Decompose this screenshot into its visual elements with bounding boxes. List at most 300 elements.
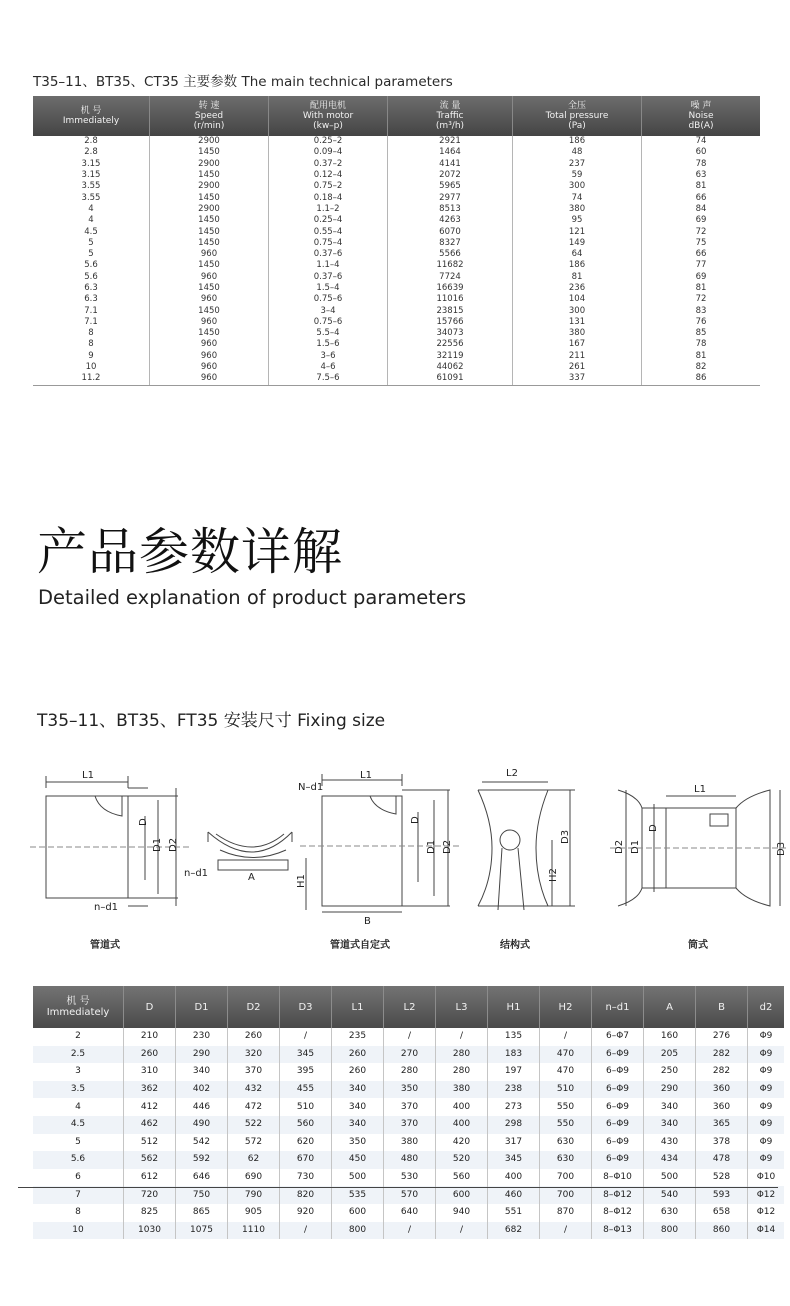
table-cell: 340 <box>332 1116 384 1134</box>
table-cell: 370 <box>384 1116 436 1134</box>
table-cell: 197 <box>488 1063 540 1081</box>
table-cell: 2900 <box>150 136 269 147</box>
table-cell: 317 <box>488 1134 540 1152</box>
table-row <box>33 1169 784 1187</box>
table-row <box>33 1134 784 1152</box>
table-row <box>33 317 760 328</box>
table-cell: 69 <box>642 215 761 226</box>
table-cell: 630 <box>644 1204 696 1222</box>
table-cell: 551 <box>488 1204 540 1222</box>
table-row <box>33 1116 784 1134</box>
table-row <box>33 272 760 283</box>
table-cell: 825 <box>124 1204 176 1222</box>
table-cell: 6 <box>33 1169 124 1187</box>
table-cell: Φ9 <box>748 1081 785 1099</box>
table-cell: Φ9 <box>748 1134 785 1152</box>
table-cell: 11016 <box>388 294 513 305</box>
table-cell: 290 <box>644 1081 696 1099</box>
table-cell: 960 <box>150 339 269 350</box>
table1-header-5 <box>642 96 761 136</box>
table-cell: 670 <box>280 1151 332 1169</box>
table-cell: 600 <box>436 1186 488 1204</box>
caption-duct-self-standing: 管道式自定式 <box>330 940 390 951</box>
table2-header-10 <box>592 986 644 1028</box>
table-cell: 82 <box>642 362 761 373</box>
table-cell: Φ9 <box>748 1151 785 1169</box>
table-cell: 1450 <box>150 283 269 294</box>
table-cell: 76 <box>642 317 761 328</box>
label-l1-b: L1 <box>360 770 372 781</box>
table-row <box>33 260 760 271</box>
table-cell: / <box>280 1222 332 1240</box>
installation-drawings <box>30 760 790 930</box>
table-cell: 800 <box>644 1222 696 1240</box>
table-cell: 2900 <box>150 159 269 170</box>
table-row <box>33 181 760 192</box>
table2-header-5 <box>332 986 384 1028</box>
table-cell: 750 <box>176 1186 228 1204</box>
table-cell: 340 <box>332 1098 384 1116</box>
table2-header-line: D1 <box>194 1001 209 1013</box>
table-cell: 167 <box>513 339 642 350</box>
table-cell: 1450 <box>150 192 269 203</box>
table-cell: 870 <box>540 1204 592 1222</box>
divider-line <box>18 1187 778 1188</box>
table-cell: 237 <box>513 159 642 170</box>
table-cell: 8 <box>88 328 94 339</box>
label-l2: L2 <box>506 768 518 779</box>
table-cell: 83 <box>642 305 761 316</box>
table-cell: 420 <box>436 1134 488 1152</box>
table-cell: 320 <box>228 1046 280 1064</box>
table-cell: 32119 <box>388 351 513 362</box>
table-cell: 340 <box>332 1081 384 1099</box>
table-cell: 5.5–4 <box>269 328 388 339</box>
table-cell: 960 <box>150 373 269 385</box>
label-l1-c: L1 <box>694 784 706 795</box>
table-cell: 3.15 <box>81 158 101 169</box>
table2-header-row <box>33 986 784 1028</box>
table-cell: / <box>540 1028 592 1046</box>
table-cell: 77 <box>642 260 761 271</box>
table1-header-line: 流 量 <box>439 101 461 111</box>
table-cell: 250 <box>644 1063 696 1081</box>
table-row <box>33 294 760 305</box>
table-cell: Φ9 <box>748 1028 785 1046</box>
table-cell: 620 <box>280 1134 332 1152</box>
table-cell: 512 <box>124 1134 176 1152</box>
table2-header-line: L3 <box>455 1001 468 1013</box>
table-cell: 0.75–2 <box>269 181 388 192</box>
table-cell: 462 <box>124 1116 176 1134</box>
table-cell: 273 <box>488 1098 540 1116</box>
table-cell: 135 <box>488 1028 540 1046</box>
table-row <box>33 1098 784 1116</box>
table2-header-0 <box>33 986 124 1028</box>
table-cell: 360 <box>696 1081 748 1099</box>
table-row <box>33 215 760 226</box>
table-cell: 81 <box>642 283 761 294</box>
table-cell: 535 <box>332 1186 384 1204</box>
table2-header-4 <box>280 986 332 1028</box>
caption-tube: 筒式 <box>688 940 708 951</box>
table-cell: 6.3 <box>84 283 98 293</box>
table-cell: 0.25–2 <box>269 136 388 147</box>
table-cell: 0.37–6 <box>269 249 388 260</box>
table-cell: 74 <box>642 136 761 147</box>
table1-header-line: (r/min) <box>193 121 225 131</box>
table2-header-line: D3 <box>298 1001 313 1013</box>
table-cell: 210 <box>124 1028 176 1046</box>
section-title-en: Detailed explanation of product parameters <box>38 586 467 609</box>
table-cell: 282 <box>696 1046 748 1064</box>
table-cell: 600 <box>332 1204 384 1222</box>
table-cell: 260 <box>332 1046 384 1064</box>
table-cell: 260 <box>124 1046 176 1064</box>
label-d-c: D <box>648 824 659 832</box>
table-cell: 6–Φ9 <box>592 1098 644 1116</box>
table-row <box>33 1186 784 1204</box>
table-cell: 62 <box>228 1151 280 1169</box>
label-h2: H2 <box>548 868 559 882</box>
table-cell: 1450 <box>150 226 269 237</box>
table-cell: 340 <box>644 1098 696 1116</box>
table1-header-line: 机 号 <box>80 106 102 116</box>
table1-header-line: Speed <box>194 111 224 121</box>
table-cell: 470 <box>540 1046 592 1064</box>
table-cell: 1450 <box>150 328 269 339</box>
table-cell: 61091 <box>388 373 513 385</box>
table-cell: 1.5–4 <box>269 283 388 294</box>
table-cell: 8–Φ13 <box>592 1222 644 1240</box>
table-cell: 7.1 <box>84 305 98 316</box>
table-row <box>33 373 760 385</box>
table-cell: 205 <box>644 1046 696 1064</box>
table-cell: 800 <box>332 1222 384 1240</box>
table-cell: 380 <box>436 1081 488 1099</box>
table-cell: 1450 <box>150 260 269 271</box>
table-row <box>33 136 760 147</box>
table-cell: 960 <box>150 362 269 373</box>
table2-header-line: L1 <box>351 1001 364 1013</box>
label-b: B <box>364 916 371 927</box>
table2-header-3 <box>228 986 280 1028</box>
table1-header-3 <box>388 96 513 136</box>
table-cell: 380 <box>384 1134 436 1152</box>
table1-header-line: 噪 声 <box>690 101 712 111</box>
table-cell: 1450 <box>150 238 269 249</box>
table-cell: 230 <box>176 1028 228 1046</box>
label-d-b: D <box>410 816 421 824</box>
table1-header-line: (m³/h) <box>435 121 465 131</box>
table-cell: 290 <box>176 1046 228 1064</box>
table-cell: 560 <box>280 1116 332 1134</box>
label-d3-a: D3 <box>560 829 571 844</box>
table1-header-row <box>33 96 760 136</box>
table-row <box>33 1151 784 1169</box>
table2-header-1 <box>124 986 176 1028</box>
table-cell: 340 <box>644 1116 696 1134</box>
table1-header-line: dB(A) <box>688 121 714 131</box>
table-cell: 10 <box>33 1222 124 1240</box>
table-cell: 186 <box>513 136 642 147</box>
label-d-a: D <box>138 818 149 826</box>
table-cell: 3.15 <box>81 170 101 181</box>
table-cell: 236 <box>513 283 642 294</box>
table-cell: / <box>436 1028 488 1046</box>
table-row <box>33 1028 784 1046</box>
table-cell: 276 <box>696 1028 748 1046</box>
table-cell: 280 <box>436 1046 488 1064</box>
table1-header-1 <box>150 96 269 136</box>
label-nd1-c: N–d1 <box>298 782 324 793</box>
table2-header-line: Immediately <box>46 1007 110 1018</box>
table-cell: 0.37–2 <box>269 159 388 170</box>
table2-header-13 <box>748 986 785 1028</box>
table1-header-line: With motor <box>302 111 354 121</box>
table-cell: 6–Φ9 <box>592 1063 644 1081</box>
table-cell: 4 <box>33 1098 124 1116</box>
table-cell: 16639 <box>388 283 513 294</box>
table-cell: 66 <box>642 249 761 260</box>
table-cell: 6.3 <box>84 294 98 305</box>
table-cell: 540 <box>644 1186 696 1204</box>
table2-header-12 <box>696 986 748 1028</box>
table-cell: 0.55–4 <box>269 226 388 237</box>
table2-header-line: D2 <box>246 1001 261 1013</box>
table-cell: 640 <box>384 1204 436 1222</box>
table-cell: 4141 <box>388 159 513 170</box>
table-cell: 4–6 <box>269 362 388 373</box>
table-cell: 183 <box>488 1046 540 1064</box>
table-cell: Φ9 <box>748 1116 785 1134</box>
table-cell: 3–6 <box>269 351 388 362</box>
table-cell: / <box>436 1222 488 1240</box>
table-cell: 1.1–2 <box>269 204 388 215</box>
table-cell: 7.5–6 <box>269 373 388 385</box>
table2-header-9 <box>540 986 592 1028</box>
table-cell: 3 <box>33 1063 124 1081</box>
table-cell: 530 <box>384 1169 436 1187</box>
table-cell: 0.09–4 <box>269 147 388 158</box>
table-cell: 280 <box>384 1063 436 1081</box>
table-cell: 1464 <box>388 147 513 158</box>
table-row <box>33 305 760 316</box>
section-title-cn: 产品参数详解 <box>37 523 343 581</box>
table-cell: 8327 <box>388 238 513 249</box>
table-cell: 592 <box>176 1151 228 1169</box>
duct-type-drawing <box>30 776 190 906</box>
table-cell: 0.12–4 <box>269 170 388 181</box>
main-parameters-table <box>33 96 760 386</box>
table2-header-line: B <box>718 1001 725 1013</box>
fixing-size-table <box>33 986 784 1239</box>
table-cell: 370 <box>228 1063 280 1081</box>
table-cell: 85 <box>642 328 761 339</box>
table2-header-8 <box>488 986 540 1028</box>
table-cell: Φ10 <box>748 1169 785 1187</box>
table-cell: 865 <box>176 1204 228 1222</box>
table-cell: 149 <box>513 238 642 249</box>
table-cell: 472 <box>228 1098 280 1116</box>
table-cell: 560 <box>436 1169 488 1187</box>
table-cell: 1450 <box>150 215 269 226</box>
table-cell: 365 <box>696 1116 748 1134</box>
table-cell: / <box>280 1028 332 1046</box>
table-cell: 7724 <box>388 272 513 283</box>
table1-header-2 <box>269 96 388 136</box>
table-cell: 280 <box>436 1063 488 1081</box>
table1-header-line: (kw–p) <box>313 121 343 131</box>
label-d2-c: D2 <box>614 839 625 854</box>
table-row <box>33 1046 784 1064</box>
table-cell: 2 <box>33 1028 124 1046</box>
table-row <box>33 1204 784 1222</box>
table-cell: 63 <box>642 170 761 181</box>
table-cell: 78 <box>642 339 761 350</box>
table-cell: 95 <box>513 215 642 226</box>
table1-header-0 <box>33 96 150 136</box>
table-cell: 460 <box>488 1186 540 1204</box>
table-cell: 820 <box>280 1186 332 1204</box>
table-cell: 612 <box>124 1169 176 1187</box>
table-cell: 6–Φ9 <box>592 1134 644 1152</box>
table-cell: 160 <box>644 1028 696 1046</box>
table-cell: 2921 <box>388 136 513 147</box>
table-cell: 5.6 <box>33 1151 124 1169</box>
table-cell: 2977 <box>388 192 513 203</box>
table-row <box>33 147 760 158</box>
table-cell: 5 <box>88 249 94 260</box>
table-cell: 478 <box>696 1151 748 1169</box>
table-cell: 186 <box>513 260 642 271</box>
table1-header-line: 全压 <box>567 101 586 111</box>
table-cell: 1450 <box>150 147 269 158</box>
table-cell: 562 <box>124 1151 176 1169</box>
table1-header-line: Noise <box>688 111 714 121</box>
table1-header-line: Traffic <box>436 111 464 121</box>
table-cell: 8 <box>88 339 94 350</box>
table-cell: 432 <box>228 1081 280 1099</box>
table2-header-line: L2 <box>403 1001 416 1013</box>
table2-header-11 <box>644 986 696 1028</box>
table-cell: / <box>384 1222 436 1240</box>
table-cell: 572 <box>228 1134 280 1152</box>
table-cell: 337 <box>513 373 642 385</box>
table-cell: 84 <box>642 204 761 215</box>
table-cell: 5 <box>88 237 94 248</box>
table-cell: 5 <box>33 1134 124 1152</box>
table-cell: 1450 <box>150 170 269 181</box>
table-cell: 22556 <box>388 339 513 350</box>
label-d1-a: D1 <box>152 837 163 852</box>
table-cell: 658 <box>696 1204 748 1222</box>
table2-header-line: A <box>666 1001 673 1013</box>
table2-header-line: H2 <box>558 1001 573 1013</box>
table-cell: 345 <box>280 1046 332 1064</box>
table-row <box>33 328 760 339</box>
label-a: A <box>248 872 255 883</box>
table-cell: / <box>384 1028 436 1046</box>
table-cell: 81 <box>513 272 642 283</box>
table-cell: 630 <box>540 1134 592 1152</box>
table-cell: 510 <box>540 1081 592 1099</box>
fixing-size-title: T35–11、BT35、FT35 安装尺寸 Fixing size <box>37 711 386 731</box>
table-cell: 550 <box>540 1098 592 1116</box>
table-cell: 3.55 <box>81 181 101 192</box>
label-d3-b: D3 <box>776 841 787 856</box>
table-cell: 790 <box>228 1186 280 1204</box>
table-cell: 1450 <box>150 305 269 316</box>
table-cell: 11682 <box>388 260 513 271</box>
table-cell: 362 <box>124 1081 176 1099</box>
table-cell: 500 <box>332 1169 384 1187</box>
table-cell: 400 <box>436 1098 488 1116</box>
table-cell: 7.1 <box>84 316 98 327</box>
table-cell: 75 <box>642 238 761 249</box>
table-cell: 920 <box>280 1204 332 1222</box>
table-cell: 5566 <box>388 249 513 260</box>
table-cell: 6–Φ9 <box>592 1116 644 1134</box>
table-cell: 4.5 <box>84 226 98 237</box>
table-cell: 2.5 <box>33 1046 124 1064</box>
table-cell: 3–4 <box>269 305 388 316</box>
table-cell: 593 <box>696 1186 748 1204</box>
table-cell: 350 <box>384 1081 436 1099</box>
table-cell: 2.8 <box>84 147 98 158</box>
table-cell: 940 <box>436 1204 488 1222</box>
table-cell: 905 <box>228 1204 280 1222</box>
table-cell: 34073 <box>388 328 513 339</box>
table-cell: 48 <box>513 147 642 158</box>
table-cell: 0.18–4 <box>269 192 388 203</box>
table-row <box>33 170 760 181</box>
table-row <box>33 204 760 215</box>
table1-header-line: Total pressure <box>545 111 609 121</box>
table-cell: 490 <box>176 1116 228 1134</box>
table-cell: 570 <box>384 1186 436 1204</box>
table-cell: 81 <box>642 351 761 362</box>
table-row <box>33 339 760 350</box>
table-row <box>33 226 760 237</box>
table-cell: 0.75–6 <box>269 317 388 328</box>
table-cell: 1.1–4 <box>269 260 388 271</box>
table-cell: 0.75–6 <box>269 294 388 305</box>
table-cell: 395 <box>280 1063 332 1081</box>
table-cell: Φ9 <box>748 1098 785 1116</box>
table-cell: 960 <box>150 351 269 362</box>
table-cell: 402 <box>176 1081 228 1099</box>
label-d2-a: D2 <box>168 837 179 852</box>
table-cell: 60 <box>642 147 761 158</box>
table-cell: 2072 <box>388 170 513 181</box>
table-cell: 6070 <box>388 226 513 237</box>
table-cell: 720 <box>124 1186 176 1204</box>
table-cell: 10 <box>85 362 97 373</box>
table-cell: 340 <box>176 1063 228 1081</box>
table-cell: Φ9 <box>748 1046 785 1064</box>
label-d1-b: D1 <box>426 839 437 854</box>
table-cell: 131 <box>513 317 642 328</box>
label-d2-b: D2 <box>442 839 453 854</box>
table-cell: 682 <box>488 1222 540 1240</box>
table-cell: 960 <box>150 317 269 328</box>
table-cell: 630 <box>540 1151 592 1169</box>
table-cell: 310 <box>124 1063 176 1081</box>
table-cell: 44062 <box>388 362 513 373</box>
label-l1-a: L1 <box>82 770 94 781</box>
table-row <box>33 351 760 362</box>
